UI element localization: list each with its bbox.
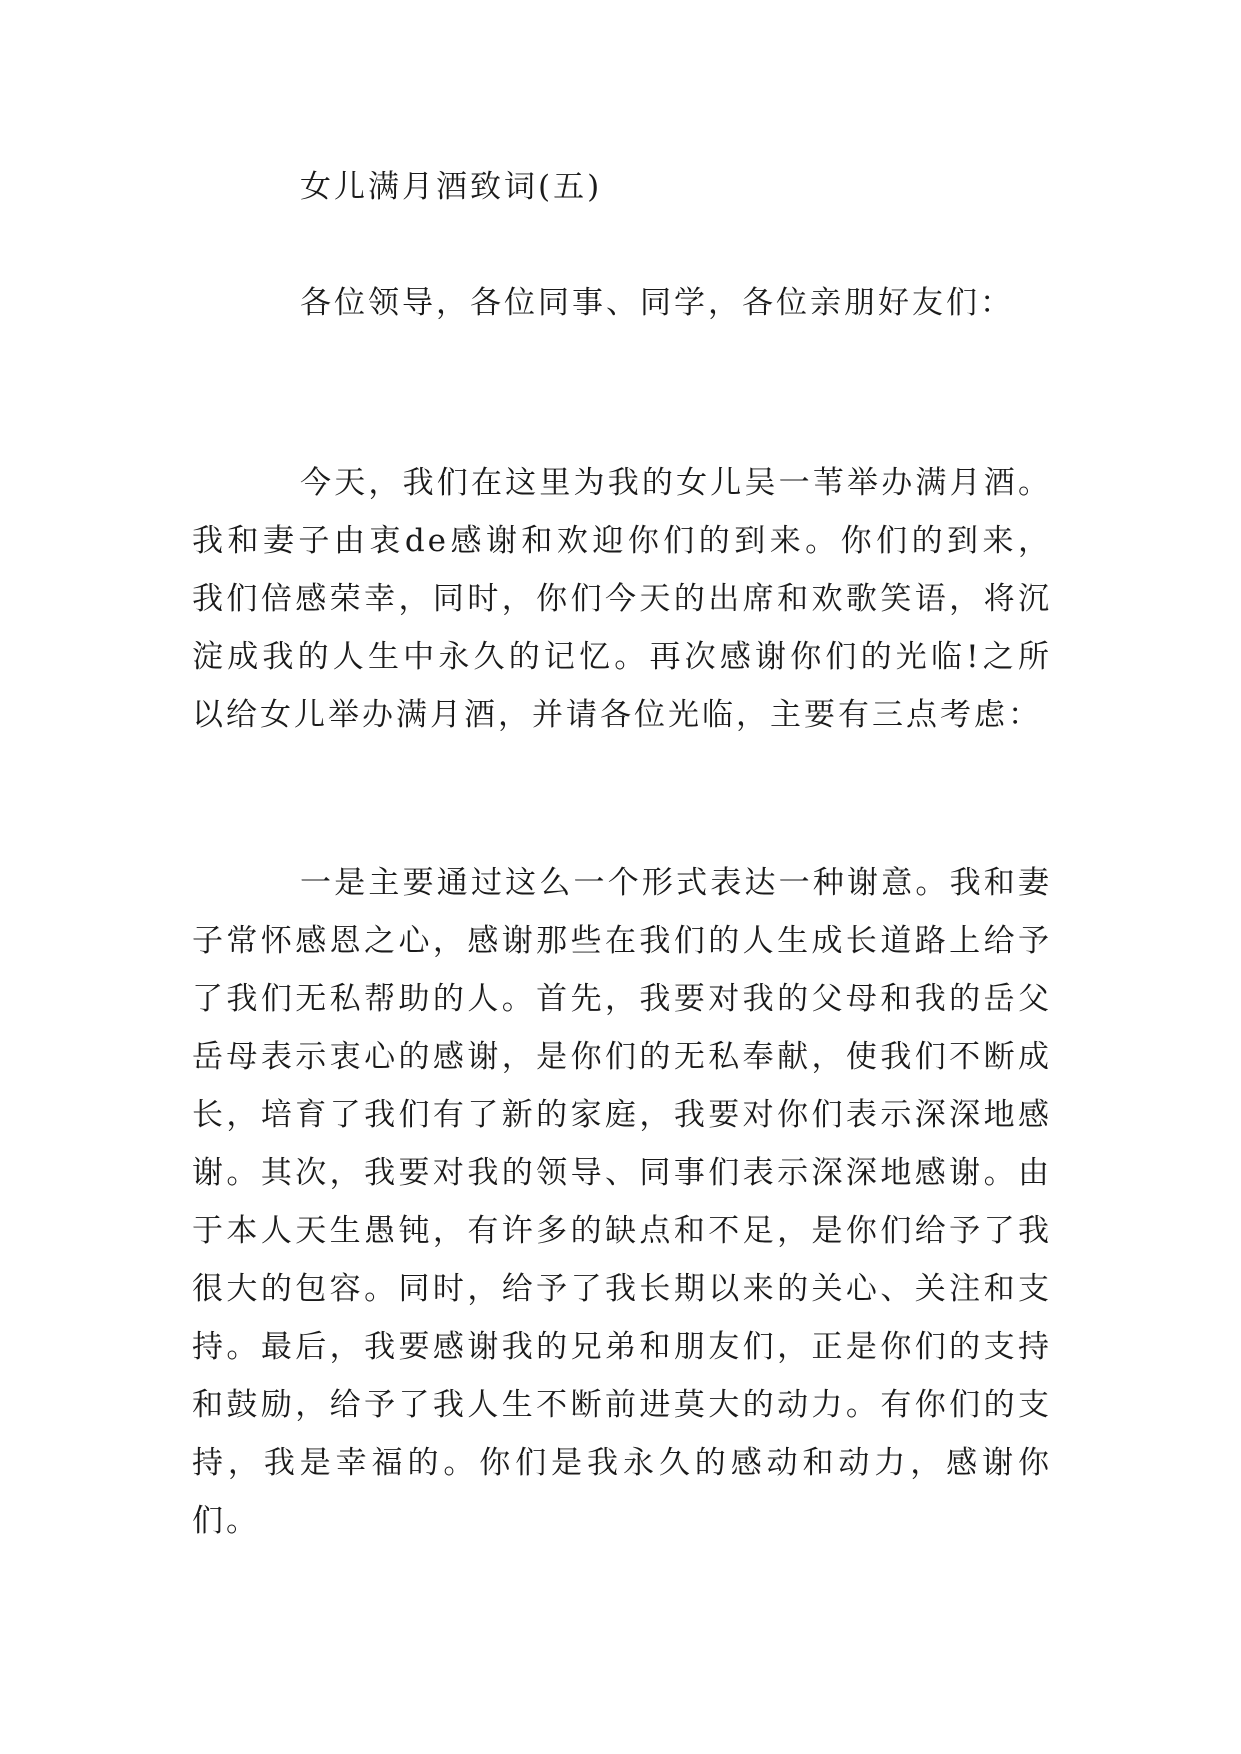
document-title: 女儿满月酒致词(五) — [300, 169, 603, 205]
paragraph-1: 今天，我们在这里为我的女儿吴一苇举办满月酒。我和妻子由衷de感谢和欢迎你们的到来。你们的到来，我们倍感荣幸，同时，你们今天的出席和欢歌笑语，将沉淀成我的人生中永久的记忆。再次感谢你们的光临!之所以给女儿举办满月酒，并请各位光临，主要有三点考虑： — [192, 465, 1052, 733]
greeting-line: 各位领导，各位同事、同学，各位亲朋好友们： — [300, 285, 1014, 321]
paragraph-2: 一是主要通过这么一个形式表达一种谢意。我和妻子常怀感恩之心，感谢那些在我们的人生成长道路上给予了我们无私帮助的人。首先，我要对我的父母和我的岳父岳母表示衷心的感谢，是你们的无私奉献，使我们不断成长，培育了我们有了新的家庭，我要对你们表示深深地感谢。其次，我要对我的领导、同事们表示深深地感谢。由于本人天生愚钝，有许多的缺点和不足，是你们给予了我很大的包容。同时，给予了我长期以来的关心、关注和支持。最后，我要感谢我的兄弟和朋友们，正是你们的支持和鼓励，给予了我人生不断前进莫大的动力。有你们的支持，我是幸福的。你们是我永久的感动和动力，感谢你们。 — [192, 865, 1052, 1539]
